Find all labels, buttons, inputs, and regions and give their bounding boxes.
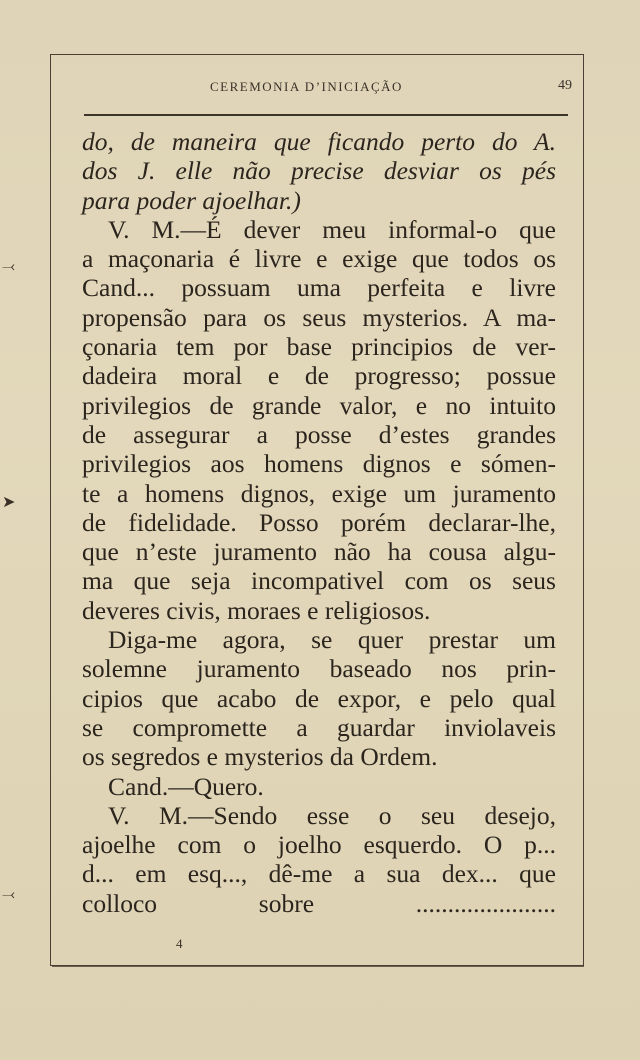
text-line: do, de maneira que ficando perto do A.: [82, 127, 556, 156]
text-line: colloco sobre ......................: [82, 888, 556, 918]
header-rule: [84, 114, 568, 116]
text-line: d... em esq..., dê-me a sua dex... que: [82, 859, 556, 889]
text-line: dadeira moral e de progresso; possue: [82, 361, 556, 391]
text-line: Cand... possuam uma perfeita e livre: [82, 273, 556, 303]
text-line: propensão para os seus mysterios. A ma-: [82, 302, 556, 332]
text-line: de assegurar a posse d’estes grandes: [82, 419, 556, 449]
text-line: para poder ajoelhar.): [82, 185, 301, 215]
binding-hole-mark: ⤙: [2, 256, 15, 275]
text-line: cipios que acabo de expor, e pelo qual: [82, 683, 556, 713]
text-line: Diga-me agora, se quer prestar um: [108, 625, 556, 655]
text-line: deveres civis, moraes e religiosos.: [82, 595, 431, 625]
text-line: Cand.—Quero.: [108, 771, 264, 801]
text-line: de fidelidade. Posso porém declarar-lhe,: [82, 507, 556, 537]
text-line: çonaria tem por base principios de ver-: [82, 332, 556, 362]
text-line: se compromette a guardar inviolaveis: [82, 712, 556, 742]
text-line: os segredos e mysterios da Ordem.: [82, 742, 438, 772]
text-line: privilegios aos homens dignos e sómen-: [82, 449, 556, 479]
text-line: ma que seja incompativel com os seus: [82, 566, 556, 596]
text-line: a maçonaria é livre e exige que todos os: [82, 244, 556, 274]
text-line: privilegios de grande valor, e no intuito: [82, 390, 556, 420]
text-line: V. M.—É dever meu informal-o que: [108, 214, 556, 244]
text-line: te a homens dignos, exige um juramento: [82, 478, 556, 508]
binding-hole-mark: ➤: [2, 492, 16, 511]
text-line: solemne juramento baseado nos prin-: [82, 654, 556, 684]
page-header: [84, 76, 580, 100]
running-head: CEREMONIA D’INICIAÇÃO: [210, 79, 403, 94]
signature-mark: 4: [176, 936, 183, 951]
text-line: que n’este juramento não ha cousa algu-: [82, 537, 556, 567]
body-text: [82, 127, 556, 918]
page-number: 49: [558, 78, 572, 93]
text-line: ajoelhe com o joelho esquerdo. O p...: [82, 830, 556, 860]
text-line: V. M.—Sendo esse o seu desejo,: [108, 800, 556, 830]
text-line: dos J. elle não precise desviar os pés: [82, 156, 556, 186]
binding-hole-mark: ⤙: [2, 884, 15, 903]
bottom-edge-rule: [52, 966, 584, 967]
